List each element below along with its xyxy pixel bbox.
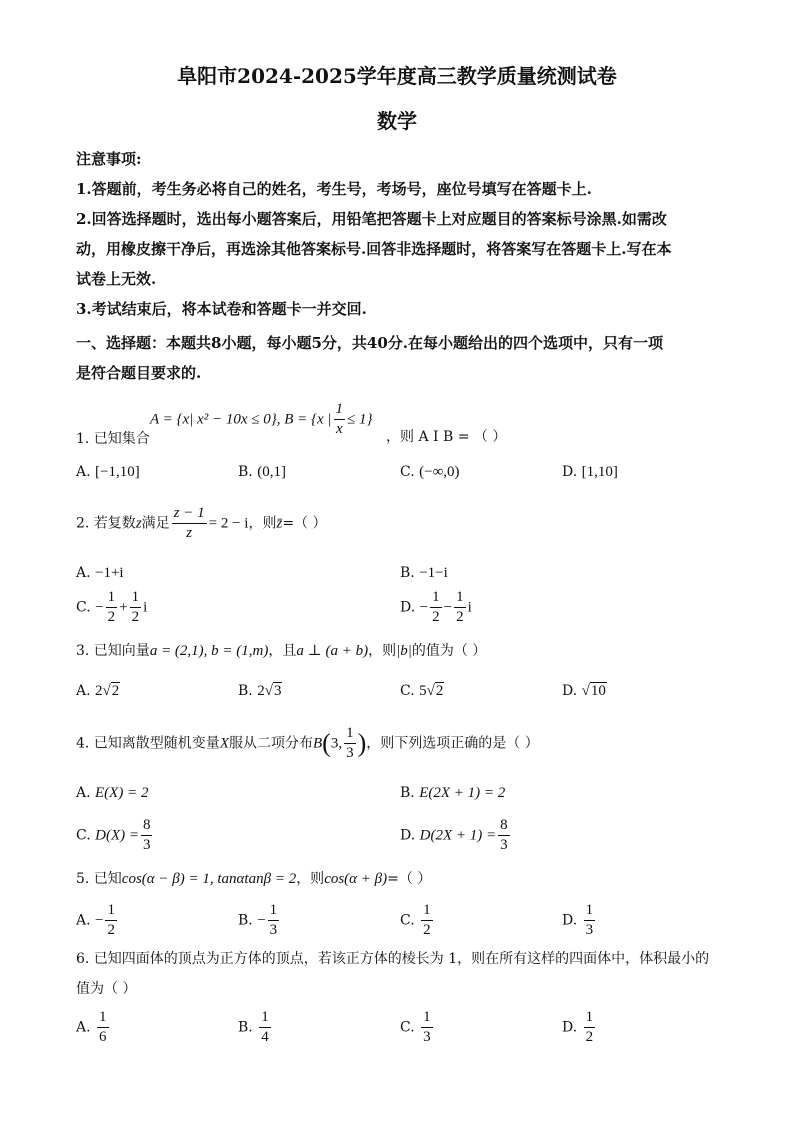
q5-a-num: 1 <box>105 903 117 921</box>
q2-option-d-frac-2 <box>454 590 466 625</box>
q6-option-d[interactable] <box>562 1010 597 1045</box>
q2-eq: = 2 − i <box>208 515 249 532</box>
q3-option-c-radicand: 2 <box>435 683 444 699</box>
q2-prefix: 2. 若复数 <box>76 515 136 532</box>
q2-c-f1-den: 2 <box>107 609 116 625</box>
q6-option-b[interactable] <box>238 1010 273 1045</box>
q3-mid: ，且 <box>268 643 297 659</box>
q4-option-a[interactable] <box>76 785 148 802</box>
q3-option-d-label: D. <box>562 683 578 699</box>
q2-z: z <box>135 515 142 532</box>
q4-option-b[interactable] <box>400 785 505 802</box>
q4-fraction <box>344 726 356 761</box>
q2-option-b[interactable] <box>400 565 448 582</box>
q1-option-d-label: D. <box>562 464 578 480</box>
q1-option-c-value: (−∞,0) <box>419 464 460 480</box>
q1-option-b-label: B. <box>238 464 253 480</box>
q4-option-d-fraction <box>498 818 510 853</box>
exam-title: 阜阳市2024-2025学年度高三教学质量统测试卷 <box>177 64 617 88</box>
q6-d-num: 1 <box>584 1010 596 1028</box>
q2-option-a[interactable] <box>76 565 124 582</box>
q2-option-c-i: i <box>143 599 148 616</box>
q3-abs-b: |b| <box>396 643 412 659</box>
q6-option-b-fraction <box>259 1010 271 1045</box>
note-1: 1.答题前，考生务必将自己的姓名，考生号，考场号，座位号填写在答题卡上. <box>76 180 592 198</box>
q4-x: X <box>219 735 229 752</box>
q4-option-c-label: C. <box>76 827 91 844</box>
q5-option-c-label: C. <box>400 912 415 929</box>
q4-frac-den: 3 <box>346 745 354 761</box>
note-3: 3.考试结束后，将本试卷和答题卡一并交回. <box>76 300 367 318</box>
q3-option-b-radicand: 3 <box>273 683 282 699</box>
q2-d-f1-num: 1 <box>430 590 442 608</box>
q5-d-den: 3 <box>585 922 594 938</box>
q3-option-a-root: √ <box>102 683 111 699</box>
q5-prefix: 5. 已知 <box>76 871 122 887</box>
q5-b-den: 3 <box>269 922 278 938</box>
q4-d-num: 8 <box>498 818 510 836</box>
q2-zbar: z̄ <box>276 515 283 532</box>
q3-option-a[interactable] <box>76 683 120 700</box>
q5-stem <box>76 868 431 888</box>
q1-option-a[interactable] <box>76 464 140 481</box>
q3-condition: a ⊥ (a + b) <box>296 643 369 659</box>
q6-a-num: 1 <box>97 1010 109 1028</box>
q5-option-d-label: D. <box>562 912 578 929</box>
note-2-line-1: 2.回答选择题时，选出每小题答案后，用铅笔把答题卡上对应题目的答案标号涂黑.如需改 <box>76 210 667 228</box>
q5-a-den: 2 <box>107 922 115 938</box>
q1-option-b[interactable] <box>238 464 286 481</box>
q2-d-f2-den: 2 <box>456 609 464 625</box>
q1-set-a: A = {x| x² − 10x ≤ 0} <box>150 411 277 428</box>
note-2-line-2: 动，用橡皮擦干净后，再选涂其他答案标号.回答非选择题时，将答案写在答题卡上.写在本 <box>76 240 672 258</box>
q2-option-a-label: A. <box>76 565 91 581</box>
q6-option-a[interactable] <box>76 1010 111 1045</box>
q2-frac-den: z <box>186 525 193 541</box>
q6-option-d-fraction <box>584 1010 596 1045</box>
q6-line-1: 6. 已知四面体的顶点为正方体的顶点，若该正方体的棱长为 1，则在所有这样的四面体中，体积最小的 <box>76 951 710 967</box>
q4-c-num: 8 <box>141 818 153 836</box>
q4-rparen: ) <box>357 728 367 758</box>
q2-option-d-op: − <box>443 599 453 616</box>
q4-option-b-label: B. <box>400 785 415 801</box>
q6-option-c-fraction <box>421 1010 433 1045</box>
q5-option-c[interactable] <box>400 903 435 938</box>
q6-option-d-label: D. <box>562 1019 578 1036</box>
q3-option-d[interactable] <box>562 683 607 700</box>
q1-option-a-label: A. <box>76 464 91 480</box>
q5-condition: cos(α − β) = 1, tanαtanβ = 2 <box>121 871 297 887</box>
q2-option-d-sign: − <box>419 599 429 616</box>
q5-option-a-fraction <box>105 903 117 938</box>
section-heading-line-2: 是符合题目要求的. <box>76 364 202 382</box>
q5-option-a-label: A. <box>76 912 91 929</box>
q2-option-b-value: −1−i <box>419 565 448 581</box>
q1-set-b-fraction <box>334 402 346 437</box>
q4-option-a-label: A. <box>76 785 91 801</box>
q4-d-den: 3 <box>500 837 508 853</box>
q2-option-a-value: −1+i <box>95 565 124 581</box>
q3-ask-2: 的值为（ ） <box>411 643 487 659</box>
q3-option-c[interactable] <box>400 683 444 700</box>
q5-option-b-label: B. <box>238 912 253 929</box>
q5-ask-2: =（ ） <box>387 871 432 887</box>
q4-option-b-value: E(2X + 1) = 2 <box>419 785 506 801</box>
q3-option-d-root: √ <box>581 683 590 699</box>
q1-set-b-post: ≤ 1} <box>347 411 373 428</box>
exam-subject: 数学 <box>377 109 417 133</box>
q5-c-num: 1 <box>421 903 433 921</box>
q2-option-d[interactable] <box>400 590 472 625</box>
q4-option-a-value: E(X) = 2 <box>95 785 149 801</box>
q6-option-c[interactable] <box>400 1010 435 1045</box>
q4-prefix: 4. 已知离散型随机变量 <box>76 735 220 752</box>
q5-option-b[interactable] <box>238 903 281 938</box>
q2-stem <box>76 506 327 541</box>
q5-option-b-sign: − <box>257 912 266 929</box>
q5-option-d[interactable] <box>562 903 597 938</box>
q6-line-2: 值为（ ） <box>76 981 137 997</box>
q4-n: 3, <box>330 735 343 752</box>
q2-option-d-i: i <box>467 599 472 616</box>
notes-heading: 注意事项: <box>76 150 142 168</box>
q2-ask-2: =（ ） <box>282 515 327 532</box>
q6-b-den: 4 <box>261 1029 269 1045</box>
q1-set-b-pre: , B = {x | <box>276 411 332 428</box>
q3-vectors: a = (2,1), b = (1,m) <box>149 643 269 659</box>
q6-c-den: 3 <box>423 1029 431 1045</box>
q4-option-c-fraction <box>141 818 153 853</box>
q6-d-den: 2 <box>585 1029 594 1045</box>
q2-option-c-op: + <box>119 599 128 616</box>
q1-prefix: 1. 已知集合 <box>76 431 150 447</box>
q3-option-c-label: C. <box>400 683 415 699</box>
q4-frac-num: 1 <box>344 726 356 744</box>
note-2-line-3: 试卷上无效. <box>76 270 157 288</box>
q2-option-c-frac-2 <box>130 590 142 625</box>
q3-option-d-radicand: 10 <box>590 683 606 699</box>
q6-option-a-fraction <box>97 1010 109 1045</box>
q3-option-b-label: B. <box>238 683 253 699</box>
q4-option-d-label: D. <box>400 827 416 844</box>
q3-stem <box>76 640 486 660</box>
q2-d-f2-num: 1 <box>454 590 466 608</box>
q4-option-d[interactable] <box>400 818 512 853</box>
q5-option-d-fraction <box>584 903 596 938</box>
q2-mid: 满足 <box>141 515 170 532</box>
q1-option-d[interactable] <box>562 464 618 481</box>
q4-c-den: 3 <box>142 837 151 853</box>
q1-option-c-label: C. <box>400 464 415 480</box>
q4-stem <box>76 726 539 761</box>
q5-d-num: 1 <box>584 903 596 921</box>
q5-option-a-sign: − <box>95 912 104 929</box>
q4-lparen: ( <box>322 728 331 758</box>
q6-option-c-label: C. <box>400 1019 415 1036</box>
q1-ask: ，则 A I B = （ ） <box>386 429 507 445</box>
q2-option-c-label: C. <box>76 599 91 616</box>
q2-c-f2-den: 2 <box>131 609 140 625</box>
q3-ask: ，则 <box>368 643 397 659</box>
q6-c-num: 1 <box>421 1010 433 1028</box>
q2-option-c[interactable] <box>76 590 147 625</box>
q2-option-c-frac-1 <box>106 590 118 625</box>
q6-option-a-label: A. <box>76 1019 91 1036</box>
q4-ask: ，则下列选项正确的是（ ） <box>366 735 539 752</box>
q3-option-b[interactable] <box>238 683 282 700</box>
q3-option-a-coef: 2 <box>95 683 103 699</box>
q1-frac-den: x <box>335 421 343 437</box>
q4-option-d-value: D(2X + 1) = <box>419 827 497 844</box>
q2-frac-num: z − 1 <box>172 506 207 524</box>
q1-option-d-value: [1,10] <box>581 464 618 480</box>
q5-option-c-fraction <box>421 903 433 938</box>
q6-a-den: 6 <box>99 1029 107 1045</box>
q2-fraction <box>172 506 207 541</box>
q1-option-b-value: (0,1] <box>257 464 286 480</box>
q2-d-f1-den: 2 <box>432 609 440 625</box>
q2-c-f1-num: 1 <box>106 590 118 608</box>
q6-b-num: 1 <box>259 1010 271 1028</box>
q6-option-b-label: B. <box>238 1019 253 1036</box>
q2-option-b-label: B. <box>400 565 415 581</box>
q5-option-a[interactable] <box>76 903 119 938</box>
q3-option-c-root: √ <box>426 683 435 699</box>
q5-option-b-fraction <box>268 903 280 938</box>
q2-c-f2-num: 1 <box>130 590 142 608</box>
q3-option-a-radicand: 2 <box>111 683 120 699</box>
q2-ask: ，则 <box>248 515 277 532</box>
q3-option-a-label: A. <box>76 683 91 699</box>
q3-option-c-coef: 5 <box>419 683 427 699</box>
q5-target: cos(α + β) <box>324 871 388 887</box>
section-heading-line-1: 一、选择题：本题共8小题，每小题5分，共40分.在每小题给出的四个选项中，只有一项 <box>76 334 663 352</box>
q3-option-b-coef: 2 <box>257 683 265 699</box>
q4-option-c-value: D(X) = <box>95 827 139 844</box>
q5-ask: ，则 <box>296 871 325 887</box>
q5-b-num: 1 <box>268 903 280 921</box>
q1-frac-num: 1 <box>334 402 346 420</box>
q3-option-b-root: √ <box>264 683 273 699</box>
q5-c-den: 2 <box>423 922 431 938</box>
q4-dist: B <box>312 735 323 752</box>
q2-option-d-frac-1 <box>430 590 442 625</box>
q1-option-a-value: [−1,10] <box>95 464 140 480</box>
q1-option-c[interactable] <box>400 464 460 481</box>
q1-sets <box>150 402 373 437</box>
q2-option-d-label: D. <box>400 599 416 616</box>
q3-prefix: 3. 已知向量 <box>76 643 150 659</box>
q4-mid: 服从二项分布 <box>228 735 313 752</box>
q2-option-c-sign: − <box>95 599 104 616</box>
q4-option-c[interactable] <box>76 818 154 853</box>
